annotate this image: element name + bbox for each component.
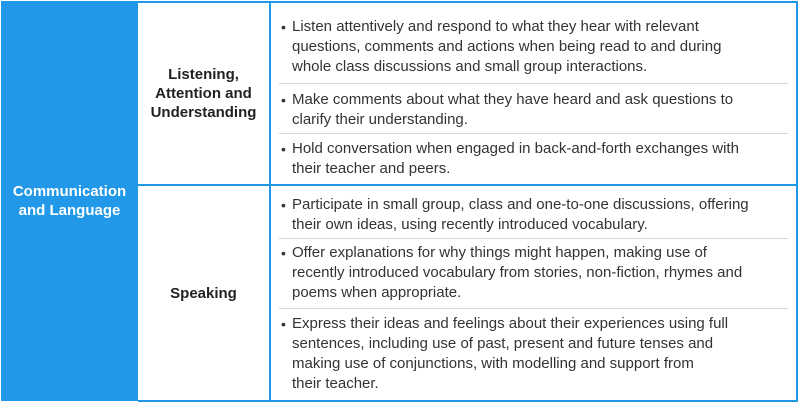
bullet-icon: • [281,141,286,157]
goal-divider [279,83,788,84]
bullet-icon: • [281,316,286,332]
aspect-cell-listening [138,3,271,184]
aspect-label-speaking: Speaking [170,284,237,302]
goal-text: Hold conversation when engaged in back-and-forth exchanges with their teacher and peers. [292,140,739,177]
goal-text: Express their ideas and feelings about their experiences using full sentences, including use of past, present and future tenses and making use of conjunctions, with modelling and support from their teacher. [292,315,729,392]
aspect-label-listening: Listening, Attention and Understanding [150,66,257,121]
aspect-cell-speaking [138,186,271,400]
goal-list-speaking [271,186,796,400]
area-of-learning-cell [1,1,138,401]
bullet-icon: • [281,245,286,261]
goal-text: Offer explanations for why things might happen, making use of recently introduced vocabulary from stories, non-fiction, rhymes and poems when appropriate. [292,244,743,301]
goal-text: Listen attentively and respond to what they hear with relevant questions, comments and actions when being read to and during whole class discussions and small group interactions. [292,18,722,75]
bullet-icon: • [281,197,286,213]
goal-text: Make comments about what they have heard and ask questions to clarify their understanding. [292,91,734,128]
row-listening [138,1,798,184]
goal-divider [279,133,788,134]
goal-text: Participate in small group, class and one-to-one discussions, offering their own ideas, using recently introduced vocabulary. [292,196,749,233]
bullet-icon: • [281,19,286,35]
area-of-learning-label: Communication and Language [12,183,127,219]
bullet-icon: • [281,92,286,108]
goal-divider [279,238,788,239]
row-speaking [138,184,798,402]
goal-divider [279,308,788,309]
goal-list-listening [271,3,796,184]
